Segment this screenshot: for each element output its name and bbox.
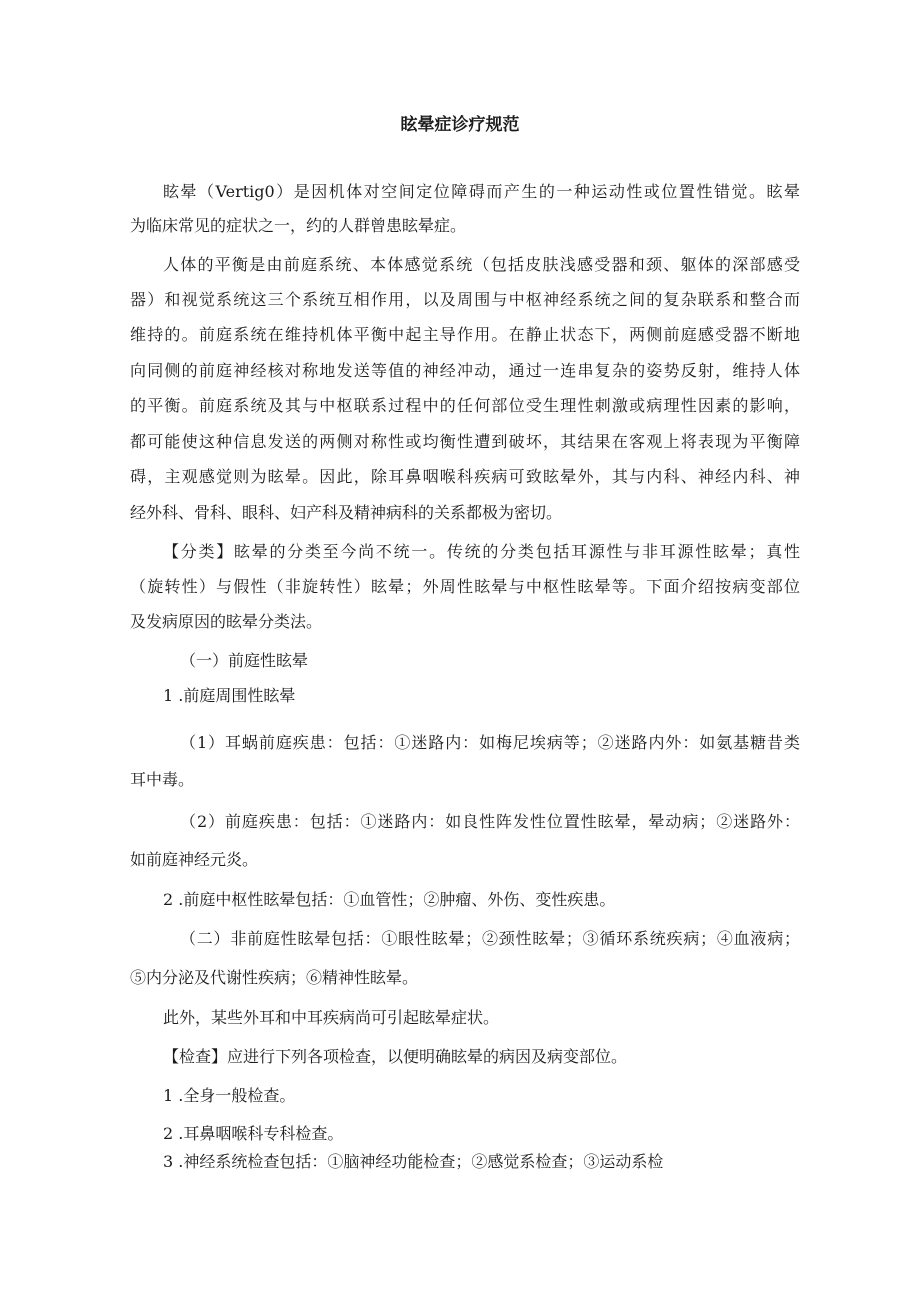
list-item: 3 .神经系统检查包括：①脑神经功能检查；②感觉系检查；③运动系检 xyxy=(163,1152,664,1171)
text-line: 人体的平衡是由前庭系统、本体感觉系统（包括皮肤浅感受器和颈、躯体的深部感受 xyxy=(163,255,800,274)
text-line: 维持的。前庭系统在维持机体平衡中起主导作用。在静止状态下，两侧前庭感受器不断地 xyxy=(130,325,800,344)
text-line: 眩晕（Vertig0）是因机体对空间定位障碍而产生的一种运动性或位置性错觉。眩晕 xyxy=(163,182,800,201)
text-line: 如前庭神经元炎。 xyxy=(130,850,259,869)
text-line: 都可能使这种信息发送的两侧对称性或均衡性遭到破坏，其结果在客观上将表现为平衡障 xyxy=(130,432,800,451)
text-line: 此外，某些外耳和中耳疾病尚可引起眩晕症状。 xyxy=(163,1008,500,1027)
text-line: 的平衡。前庭系统及其与中枢联系过程中的任何部位受生理性刺激或病理性因素的影响， xyxy=(130,396,800,415)
document-title: 眩晕症诊疗规范 xyxy=(400,115,520,135)
text-line: 碍，主观感觉则为眩晕。因此，除耳鼻咽喉科疾病可致眩晕外，其与内科、神经内科、神 xyxy=(130,467,800,486)
text-line: （二）非前庭性眩晕包括：①眼性眩晕；②颈性眩晕；③循环系统疾病；④血液病； xyxy=(180,929,800,948)
text-line: （1）耳蜗前庭疾患：包括：①迷路内：如梅尼埃病等；②迷路内外：如氨基糖昔类 xyxy=(180,733,800,752)
text-line: 【检查】应进行下列各项检查，以便明确眩晕的病因及病变部位。 xyxy=(163,1047,628,1066)
section-heading: （一）前庭性眩晕 xyxy=(180,651,309,670)
text-line: 向同侧的前庭神经核对称地发送等值的神经冲动，通过一连串复杂的姿势反射，维持人体 xyxy=(130,361,800,380)
text-line: 经外科、骨科、眼科、妇产科及精神病科的关系都极为密切。 xyxy=(130,503,563,522)
text-line: 及发病原因的眩晕分类法。 xyxy=(130,612,323,631)
list-item: 2 .前庭中枢性眩晕包括：①血管性；②肿瘤、外伤、变性疾患。 xyxy=(163,890,616,909)
text-line: ⑤内分泌及代谢性疾病；⑥精神性眩晕。 xyxy=(130,968,419,987)
text-line: （旋转性）与假性（非旋转性）眩晕；外周性眩晕与中枢性眩晕等。下面介绍按病变部位 xyxy=(130,577,800,596)
text-line: （2）前庭疾患：包括：①迷路内：如良性阵发性位置性眩晕，晕动病；②迷路外： xyxy=(180,812,800,831)
text-line: 为临床常见的症状之一，约的人群曾患眩晕症。 xyxy=(130,216,467,235)
text-line: 【分类】眩晕的分类至今尚不统一。传统的分类包括耳源性与非耳源性眩晕；真性 xyxy=(163,542,800,561)
text-line: 器）和视觉系统这三个系统互相作用，以及周围与中枢神经系统之间的复杂联系和整合而 xyxy=(130,290,800,309)
list-item: 1 .全身一般检查。 xyxy=(163,1086,296,1105)
text-line: 耳中毒。 xyxy=(130,770,195,789)
list-item: 2 .耳鼻咽喉科专科检查。 xyxy=(163,1124,344,1143)
list-item: 1 .前庭周围性眩晕 xyxy=(163,686,296,705)
